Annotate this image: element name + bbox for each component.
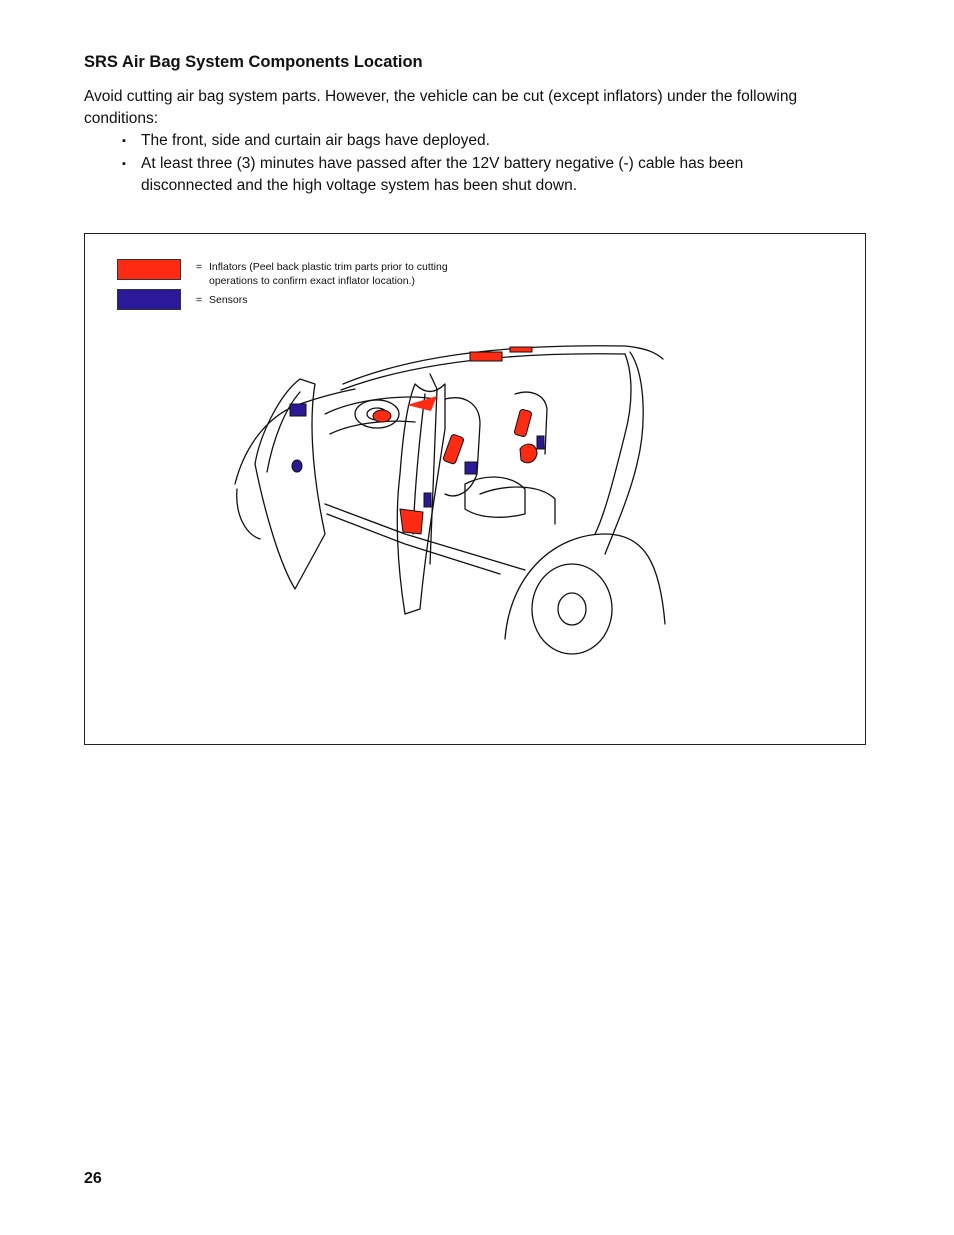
bullet-icon: ▪: [122, 135, 126, 147]
page-number: 26: [84, 1170, 102, 1187]
bullet-icon: ▪: [122, 158, 126, 170]
condition-text: At least three (3) minutes have passed after the 12V battery negative (-) cable has been disconnected and the high voltage system has been shut down.: [141, 155, 744, 194]
vehicle-interior-illustration: [85, 234, 865, 744]
sensor-legend-label: Sensors: [209, 294, 248, 306]
airbag-location-figure: [84, 233, 866, 745]
legend-equals: =: [196, 294, 203, 306]
condition-item: [120, 130, 820, 152]
page-heading: SRS Air Bag System Components Location: [84, 53, 423, 71]
condition-item: [120, 153, 820, 197]
condition-text: The front, side and curtain air bags have deployed.: [141, 132, 490, 149]
intro-paragraph: Avoid cutting air bag system parts. However, the vehicle can be cut (except inflators) under the following conditions:: [84, 88, 798, 127]
legend-equals: =: [196, 261, 203, 273]
inflator-legend-label-line1: Inflators (Peel back plastic trim parts prior to cutting: [209, 261, 448, 273]
inflator-legend-label-line2: operations to confirm exact inflator location.): [209, 275, 416, 287]
conditions-list: [120, 130, 820, 198]
